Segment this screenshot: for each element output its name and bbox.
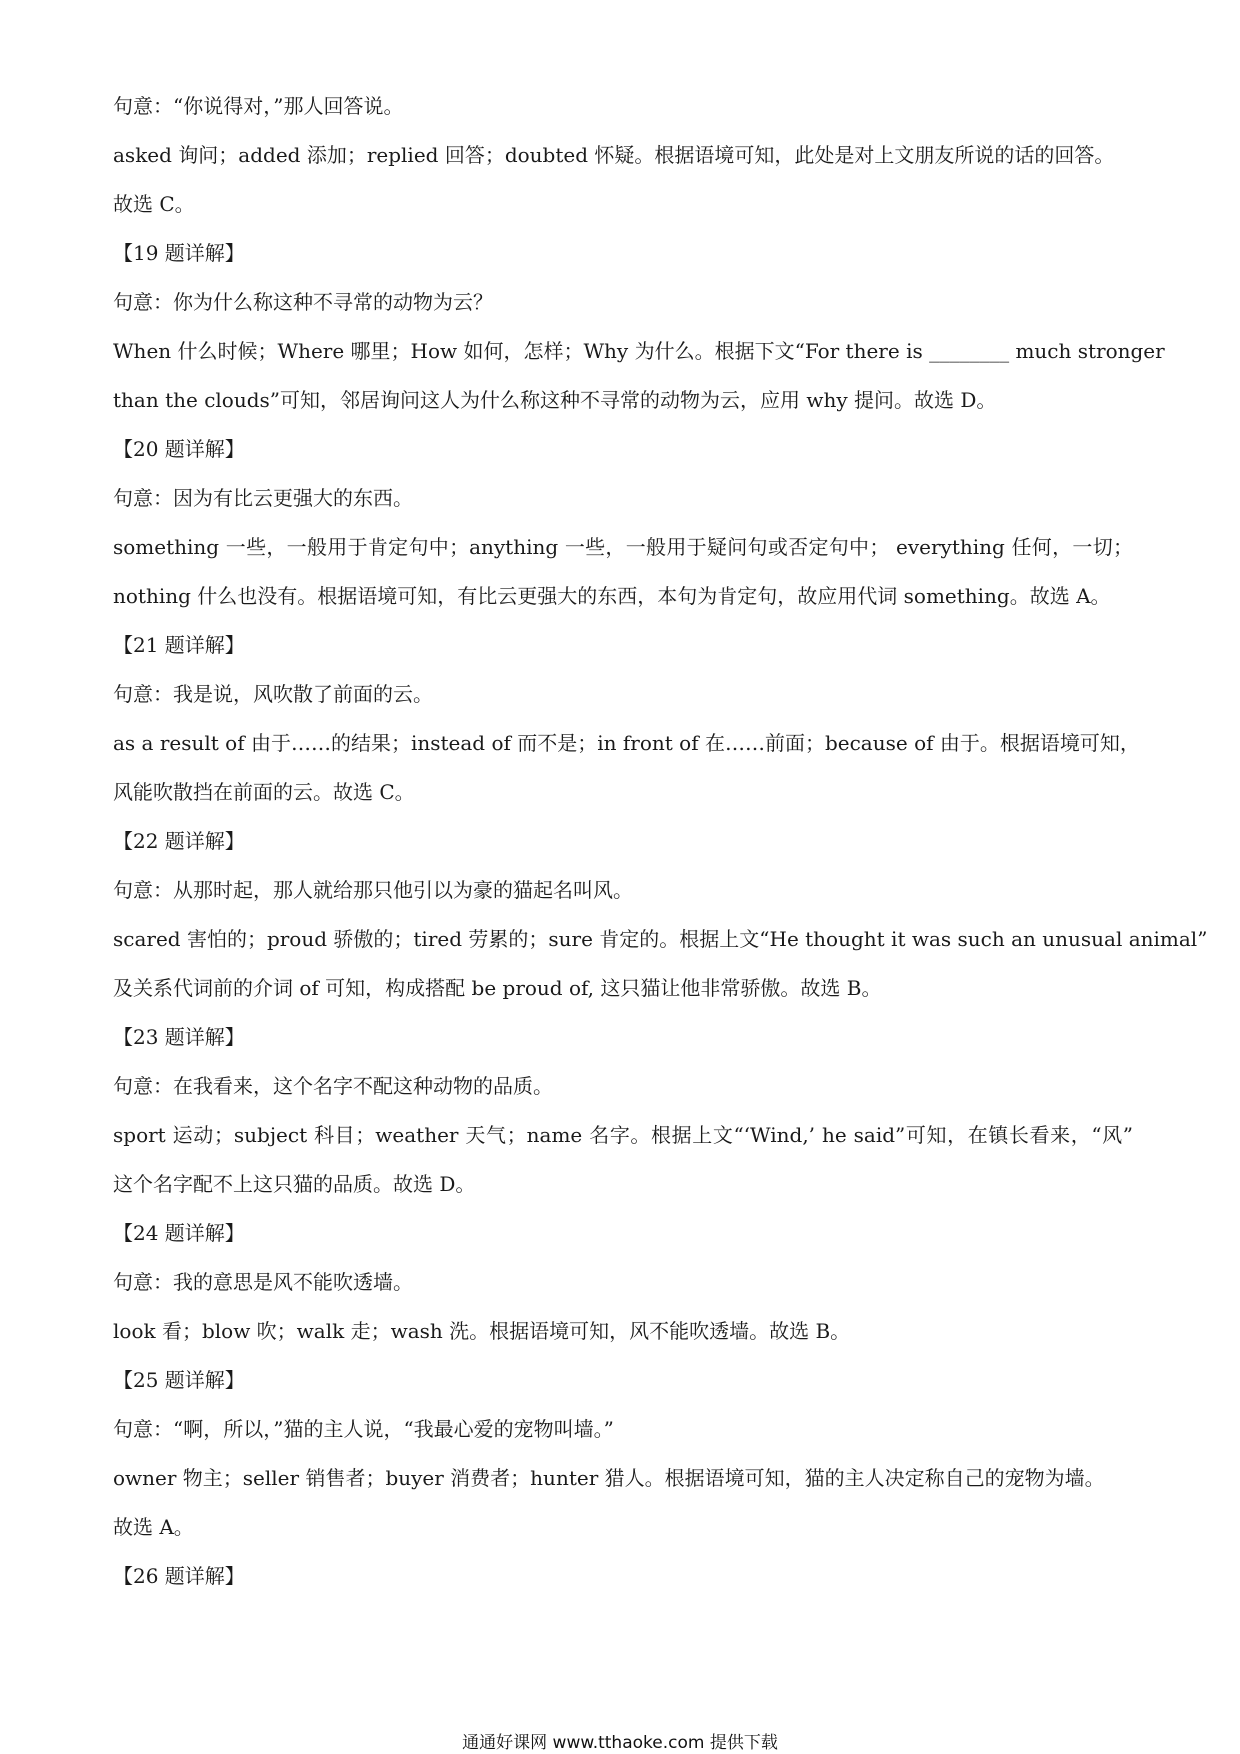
text-line: as a result of 由于……的结果；instead of 而不是；in front of 在……前面；because of 由于。根据语境可知， <box>113 731 1140 755</box>
text-line: 句意：你为什么称这种不寻常的动物为云？ <box>113 290 493 314</box>
text-line: 这个名字配不上这只猫的品质。故选 D。 <box>113 1172 476 1196</box>
text-line: scared 害怕的；proud 骄傲的；tired 劳累的；sure 肯定的。根据上文“He thought it was such an unusual animal” <box>113 927 1208 951</box>
section-heading: 【19 题详解】 <box>113 241 245 265</box>
document-body <box>113 92 1208 1611</box>
text-line: than the clouds”可知，邻居询问这人为什么称这种不寻常的动物为云，应用 why 提问。故选 D。 <box>113 388 997 412</box>
text-line: 及关系代词前的介词 of 可知，构成搭配 be proud of, 这只猫让他非常骄傲。故选 B。 <box>113 976 882 1000</box>
text-line: 句意：从那时起，那人就给那只他引以为豪的猫起名叫风。 <box>113 878 633 902</box>
text-line: owner 物主；seller 销售者；buyer 消费者；hunter 猎人。根据语境可知，猫的主人决定称自己的宠物为墙。 <box>113 1466 1105 1490</box>
text-line: 句意：“啊，所以，”猫的主人说，“我最心爱的宠物叫墙。” <box>113 1417 614 1441</box>
section-heading: 【26 题详解】 <box>113 1564 245 1588</box>
text-line: nothing 什么也没有。根据语境可知，有比云更强大的东西，本句为肯定句，故应用代词 something。故选 A。 <box>113 584 1111 608</box>
text-line: sport 运动；subject 科目；weather 天气；name 名字。根据上文“‘Wind,’ he said”可知，在镇长看来，“风” <box>113 1123 1133 1147</box>
text-line: 句意：因为有比云更强大的东西。 <box>113 486 413 510</box>
section-heading: 【25 题详解】 <box>113 1368 245 1392</box>
text-line: 句意：我的意思是风不能吹透墙。 <box>113 1270 413 1294</box>
text-line: 句意：“你说得对，”那人回答说。 <box>113 94 404 118</box>
page-footer: 通通好课网 www.tthaoke.com 提供下载 <box>462 1733 778 1753</box>
section-heading: 【23 题详解】 <box>113 1025 245 1049</box>
text-line: something 一些，一般用于肯定句中；anything 一些，一般用于疑问句或否定句中； everything 任何，一切； <box>113 535 1133 559</box>
text-line: 故选 C。 <box>113 192 195 216</box>
text-line: 故选 A。 <box>113 1515 194 1539</box>
text-line: 风能吹散挡在前面的云。故选 C。 <box>113 780 415 804</box>
section-heading: 【22 题详解】 <box>113 829 245 853</box>
text-line: 句意：在我看来，这个名字不配这种动物的品质。 <box>113 1074 553 1098</box>
section-heading: 【21 题详解】 <box>113 633 245 657</box>
text-line: asked 询问；added 添加；replied 回答；doubted 怀疑。根据语境可知，此处是对上文朋友所说的话的回答。 <box>113 143 1115 167</box>
text-line: look 看；blow 吹；walk 走；wash 洗。根据语境可知，风不能吹透墙。故选 B。 <box>113 1319 851 1343</box>
text-line: 句意：我是说，风吹散了前面的云。 <box>113 682 433 706</box>
text-line: When 什么时候；Where 哪里；How 如何，怎样；Why 为什么。根据下文“For there is ________ much stronger <box>113 339 1165 363</box>
section-heading: 【20 题详解】 <box>113 437 245 461</box>
section-heading: 【24 题详解】 <box>113 1221 245 1245</box>
